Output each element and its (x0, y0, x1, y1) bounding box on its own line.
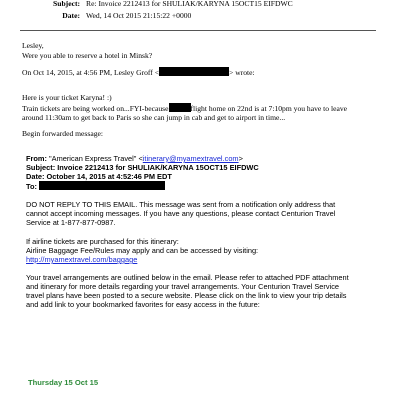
day-label: Thursday 15 Oct 15 (28, 378, 99, 387)
subject-label: Subject: (53, 0, 80, 8)
redacted-email (159, 67, 229, 76)
notice-line-2: cannot accept incoming messages. If you have any questions, please contact Centurion Travel (26, 209, 336, 218)
email-date: Wed, 14 Oct 2015 21:15:22 +0000 (86, 11, 192, 20)
baggage-link[interactable]: http://myamextravel.com/baggage (26, 255, 138, 264)
arrangements-line-3: travel plans have been posted to a secure website. Please click on the link to view your trip details (26, 291, 347, 300)
quote-attribution (22, 67, 255, 78)
email-subject-row (28, 0, 293, 9)
hotel-question: Were you able to reserve a hotel in Minsk? (22, 51, 153, 60)
header-divider (20, 30, 376, 31)
quoted-ticket-line: Here is your ticket Karyna! :) (22, 93, 112, 102)
arrangements-line-2: and itinerary for more details regarding your travel arrangements. Your Centurion Travel Service (26, 282, 340, 291)
quote-attribution-prefix: On Oct 14, 2015, at 4:56 PM, Lesley Groff < (22, 68, 160, 77)
begin-forwarded-label: Begin forwarded message: (22, 129, 103, 138)
greeting: Lesley, (22, 41, 44, 50)
baggage-link-row (26, 255, 137, 265)
airline-intro: If airline tickets are purchased for this itinerary: (26, 237, 179, 246)
notice-line-3: Service at 1-877-877-0987. (26, 218, 116, 227)
forwarded-to-row (26, 181, 165, 192)
forwarded-from-name: "American Express Travel" < (49, 154, 143, 163)
quoted-train-text-b: flight home on 22nd is at 7:10pm you have to leave (190, 104, 347, 113)
forwarded-to-label: To: (26, 182, 37, 191)
arrangements-line-1: Your travel arrangements are outlined below in the email. Please refer to attached PDF attachment (26, 273, 349, 282)
arrangements-line-4: and add link to your bookmarked favorites for easy access in the future: (26, 300, 260, 309)
forwarded-from-close: > (238, 154, 243, 163)
date-label: Date: (62, 11, 80, 20)
email-date-row (28, 10, 191, 21)
forwarded-date: October 14, 2015 at 4:52:46 PM EDT (46, 172, 172, 181)
notice-line-1: DO NOT REPLY TO THIS EMAIL. This message was sent from a notification only address that (26, 200, 336, 209)
redacted-name (169, 103, 191, 112)
email-subject: Re: Invoice 2212413 for SHULIAK/KARYNA 15OCT15 EIFDWC (86, 0, 293, 8)
airline-fee-text: Airline Baggage Fee/Rules may apply and can be accessed by visiting: (26, 246, 259, 255)
forwarded-subject: Invoice 2212413 for SHULIAK/KARYNA 15OCT15 EIFDWC (57, 163, 259, 172)
forwarded-subject-label: Subject: (26, 163, 56, 172)
quoted-train-text-a: Train tickets are being worked on...FYI-because (22, 104, 169, 113)
forwarded-from-label: From: (26, 154, 47, 163)
forwarded-from-email-link[interactable]: itinerary@myamextravel.com (142, 154, 239, 163)
quote-attribution-suffix: > wrote: (229, 68, 255, 77)
quoted-paris-line: around 11:30am to get back to Paris so she can jump in cab and get to airport in time... (22, 113, 286, 122)
forwarded-date-label: Date: (26, 172, 45, 181)
redacted-recipient (39, 181, 165, 190)
